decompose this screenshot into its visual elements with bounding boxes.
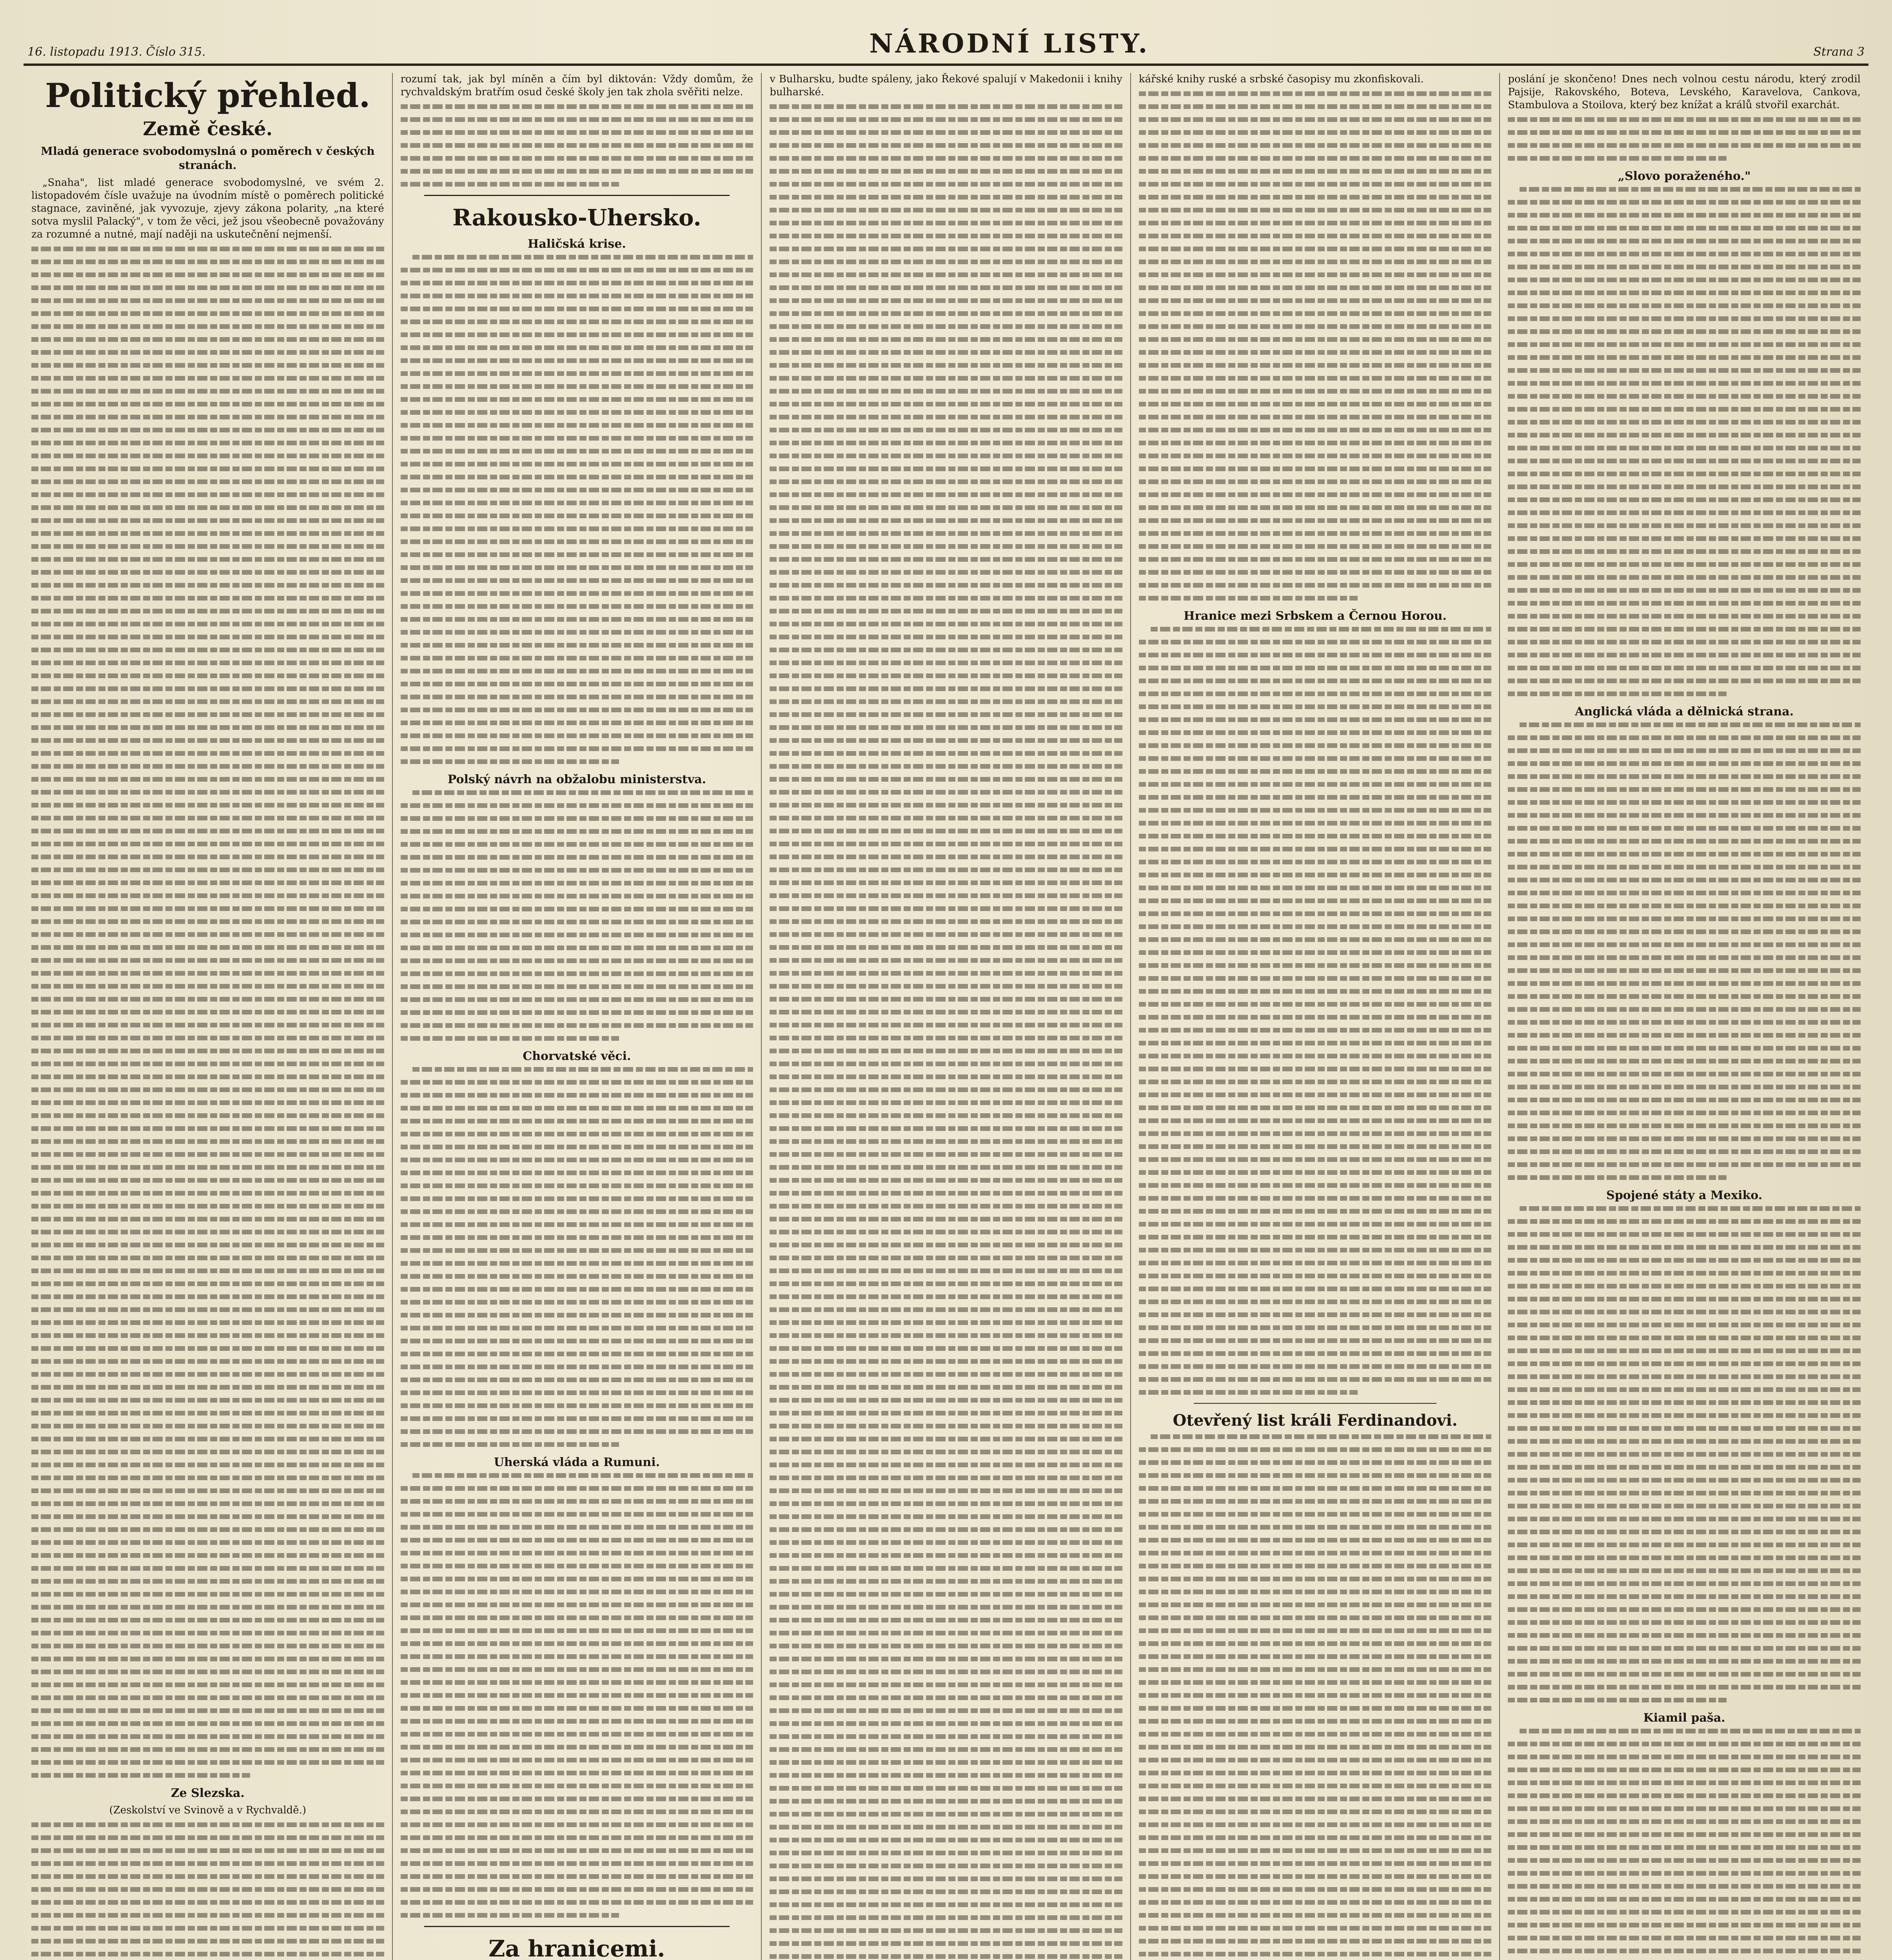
subheading-chorvatske-veci: Chorvatské věci. xyxy=(523,1049,631,1063)
subheading-halicska-krise: Haličská krise. xyxy=(527,237,626,251)
issue-date: 16. listopadu 1913. Číslo 315. xyxy=(27,45,206,59)
subheading-ze-slezska: Ze Slezska. xyxy=(171,1786,245,1800)
masthead xyxy=(24,16,1868,66)
article-text-block xyxy=(401,1067,754,1447)
section-heading-rakousko-uhersko: Rakousko-Uhersko. xyxy=(452,204,701,231)
main-heading: Politický přehled. xyxy=(45,76,370,115)
column-5 xyxy=(1500,73,1868,1960)
subheading-polsky-navrh: Polský návrh na obžalobu ministerstva. xyxy=(447,773,706,786)
subheading-uherska-vlada-rumuni: Uherská vláda a Rumuni. xyxy=(494,1455,660,1469)
column-2 xyxy=(393,73,762,1960)
article-text-block xyxy=(1508,1729,1861,1960)
page-number: Strana 3 xyxy=(1813,45,1865,59)
subheading-slovo-porazeneho: „Slovo poraženého." xyxy=(1618,169,1751,183)
article-text-block xyxy=(1508,187,1861,696)
column-3 xyxy=(762,73,1131,1960)
section-rule xyxy=(1194,1403,1437,1404)
article-text-block xyxy=(1508,1206,1861,1702)
article-text-block xyxy=(31,1822,384,1960)
article-text-block xyxy=(1139,1434,1492,1960)
newspaper-title: NÁRODNÍ LISTY. xyxy=(869,28,1150,59)
section-rule xyxy=(424,1926,730,1927)
section-heading-zeme-ceske: Země české. xyxy=(143,118,273,140)
article-text-block xyxy=(1508,722,1861,1180)
article-text-block xyxy=(1508,117,1861,161)
article-text-block xyxy=(1139,91,1492,601)
subheading-kiamil-pasa: Kiamil paša. xyxy=(1643,1711,1725,1725)
article-lead: Mladá generace svobodomyslná o poměrech v českých stranách. xyxy=(40,145,375,172)
text-columns xyxy=(24,73,1868,1960)
subheading-anglicka-vlada: Anglická vláda a dělnická strana. xyxy=(1575,705,1794,719)
article-paragraph: „Snaha", list mladé generace svobodomyslné, ve svém 2. listopadovém čísle uvažuje na úvodním místě o poměrech politické stagnace, zaviněné, jak vyvozuje, zjevy zákona polarity, „na které sotva myslil Palacký", v tom že věci, jež jsou všeobecně považovány za rozumné a nutné, mají naději na uskutečnění nejmenší. xyxy=(31,177,384,240)
subheading-spojene-staty-mexiko: Spojené státy a Mexiko. xyxy=(1606,1189,1763,1202)
column-4 xyxy=(1131,73,1500,1960)
section-heading-za-hranicemi: Za hranicemi. xyxy=(488,1935,665,1960)
article-text-block xyxy=(401,104,754,187)
subheading-hranice-srbsko-cerna-hora: Hranice mezi Srbskem a Černou Horou. xyxy=(1184,609,1447,623)
section-rule xyxy=(424,195,730,196)
column-1 xyxy=(24,73,393,1960)
article-text-block xyxy=(401,255,754,764)
subheading-otevreny-list: Otevřený list králi Ferdinandovi. xyxy=(1173,1411,1458,1430)
article-paragraph: rozumí tak, jak byl míněn a čím byl diktován: Vždy domům, že rychvaldským bratřím osud české školy jen tak zhola svěřiti nelze. xyxy=(400,73,754,98)
article-text-block xyxy=(401,790,754,1041)
article-text-block xyxy=(1139,627,1492,1395)
article-paragraph: v Bulharsku, budte spáleny, jako Řekové spalují v Makedonii i knihy bulharské. xyxy=(770,73,1122,98)
article-paragraph: (Zeskolství ve Svinově a v Rychvaldě.) xyxy=(109,1804,306,1816)
article-text-block xyxy=(770,104,1122,1960)
article-text-block xyxy=(31,247,384,1778)
article-paragraph: kářské knihy ruské a srbské časopisy mu zkonfiskovali. xyxy=(1138,73,1424,85)
article-paragraph: poslání je skončeno! Dnes nech volnou cestu národu, který zrodil Pajsije, Rakovského, Boteva, Levského, Karavelova, Cankova, Stambulova a Stoilova, který bez knížat a králů stvořil exarchát. xyxy=(1508,73,1861,111)
article-text-block xyxy=(401,1473,754,1918)
